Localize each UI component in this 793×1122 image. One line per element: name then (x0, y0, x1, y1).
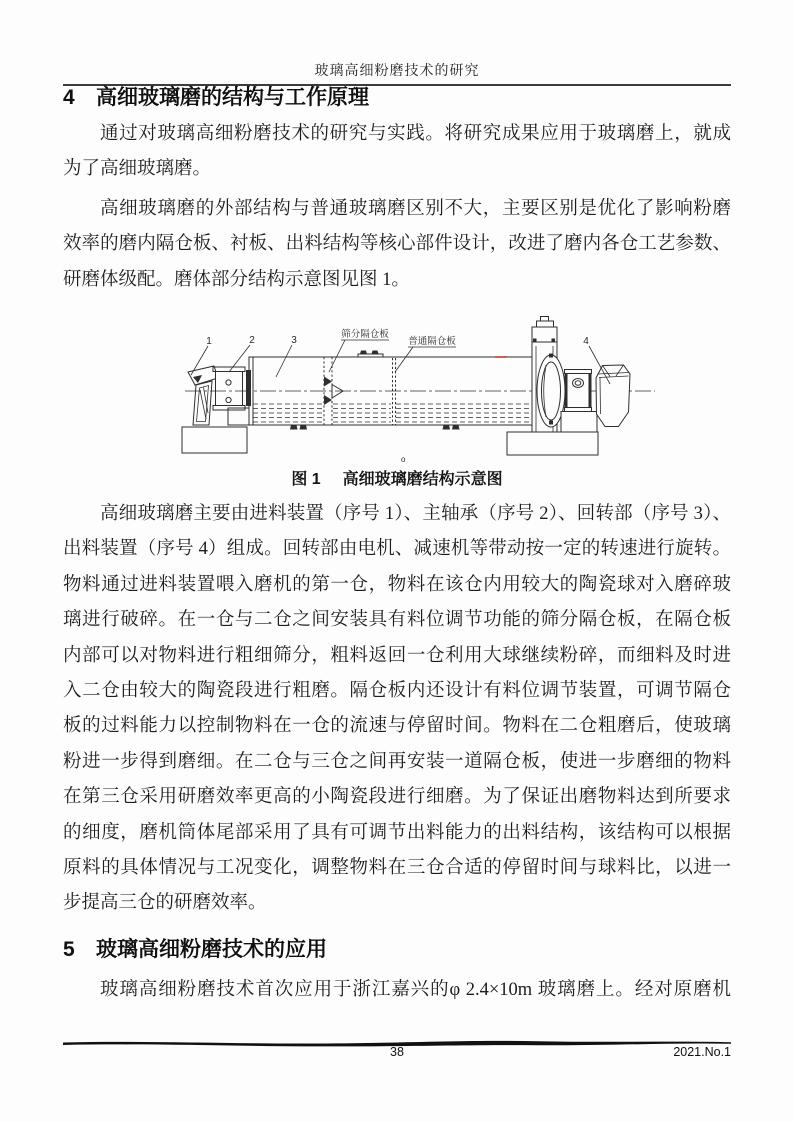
shell-bottom-bolts (290, 425, 460, 430)
main-bearing-left (213, 367, 250, 425)
body-text-line: 入二仓由较大的陶瓷段进行粗磨。隔仓板内还设计有料位调节装置，可调节隔仓 (63, 680, 731, 701)
body-text-line: 的细度，磨机筒体尾部采用了具有可调节出料能力的出料结构，该结构可以根据 (63, 822, 731, 843)
stray-mark: o (401, 455, 406, 463)
body-text-line: 物料通过进料装置喂入磨机的第一仓，物料在该仓内用较大的陶瓷球对入磨碎玻 (63, 574, 731, 595)
body-text-line: 出料装置（序号 4）组成。回转部由电机、减速机等带动按一定的转速进行旋转。 (63, 539, 731, 560)
foundation-left (182, 427, 247, 453)
figure-caption-title: 高细玻璃磨结构示意图 (342, 471, 503, 488)
feed-device (188, 366, 218, 425)
callout-4-label: 4 (583, 336, 589, 347)
running-header-title: 玻璃高细粉磨技术的研究 (314, 64, 480, 79)
body-text-line: 粉进一步得到磨细。在二仓与三仓之间再安装一道隔仓板，使进一步磨细的物料 (63, 751, 731, 772)
ordinary-partition-label: 普通隔仓板 (408, 336, 456, 347)
section-heading-4 (63, 86, 731, 110)
paragraph-4 (63, 973, 731, 1008)
discharge-hopper (596, 365, 630, 427)
issue-label: 2021.No.1 (673, 1045, 731, 1059)
body-text-line: 内部可以对物料进行粗细筛分，粗料返回一仓利用大球继续粉碎，而细料及时进 (63, 645, 731, 666)
footer-rule (63, 1035, 731, 1044)
screening-partition-label: 筛分隔仓板 (341, 329, 389, 340)
body-text-line: 研磨体级配。磨体部分结构示意图见图 1。 (63, 269, 410, 290)
running-header (63, 63, 731, 80)
body-text-line: 效率的磨内隔仓板、衬板、出料结构等核心部件设计，改进了磨内各仓工艺参数、 (63, 234, 731, 255)
body-text-line: 在第三仓采用研磨效率更高的小陶瓷段进行细磨。为了保证出磨物料达到所要求 (63, 787, 731, 808)
section-heading-5 (63, 938, 731, 962)
body-text-line: 通过对玻璃高细粉磨技术的研究与实践。将研究成果应用于玻璃磨上，就成 (100, 124, 731, 144)
mill-diagram (155, 315, 660, 463)
body-text-line: 步提高三仓的研磨效率。 (63, 893, 267, 914)
paragraph-1 (63, 117, 731, 188)
paragraph-2 (63, 192, 731, 298)
foundation-right (507, 432, 598, 455)
body-text-line: 板的过料能力以控制物料在一仓的流速与停留时间。物料在二仓粗磨后，使玻璃 (63, 716, 731, 737)
paragraph-3 (63, 497, 731, 922)
bearing-right (561, 370, 597, 433)
body-text-line: 为了高细玻璃磨。 (63, 159, 212, 180)
body-text-line: 原料的具体情况与工况变化，调整物料在三仓合适的停留时间与球料比，以进一 (63, 857, 731, 878)
figure-caption-label: 图 1 (291, 471, 321, 488)
body-text-line: 高细玻璃磨主要由进料装置（序号 1）、主轴承（序号 2）、回转部（序号 3）、 (100, 504, 731, 524)
body-text-line: 高细玻璃磨的外部结构与普通玻璃磨区别不大，主要区别是优化了影响粉磨 (100, 199, 731, 219)
body-text-line: 璃进行破碎。在一仓与二仓之间安装具有料位调节功能的筛分隔仓板，在隔仓板 (63, 610, 731, 631)
section-number: 5 (63, 938, 75, 961)
section-title: 玻璃高细粉磨技术的应用 (96, 938, 327, 961)
callout-3-label: 3 (291, 335, 297, 346)
manhole-cover (358, 351, 383, 358)
figure-caption (63, 469, 731, 490)
callout-2-label: 2 (249, 335, 255, 346)
body-text-line: 玻璃高细粉磨技术首次应用于浙江嘉兴的φ 2.4×10m 玻璃磨上。经对原磨机 (100, 980, 731, 1000)
page-number: 38 (390, 1045, 404, 1059)
callout-1-label: 1 (206, 336, 212, 347)
section-number: 4 (63, 86, 75, 109)
section-title: 高细玻璃磨的结构与工作原理 (96, 86, 369, 109)
figure-1 (155, 315, 660, 463)
